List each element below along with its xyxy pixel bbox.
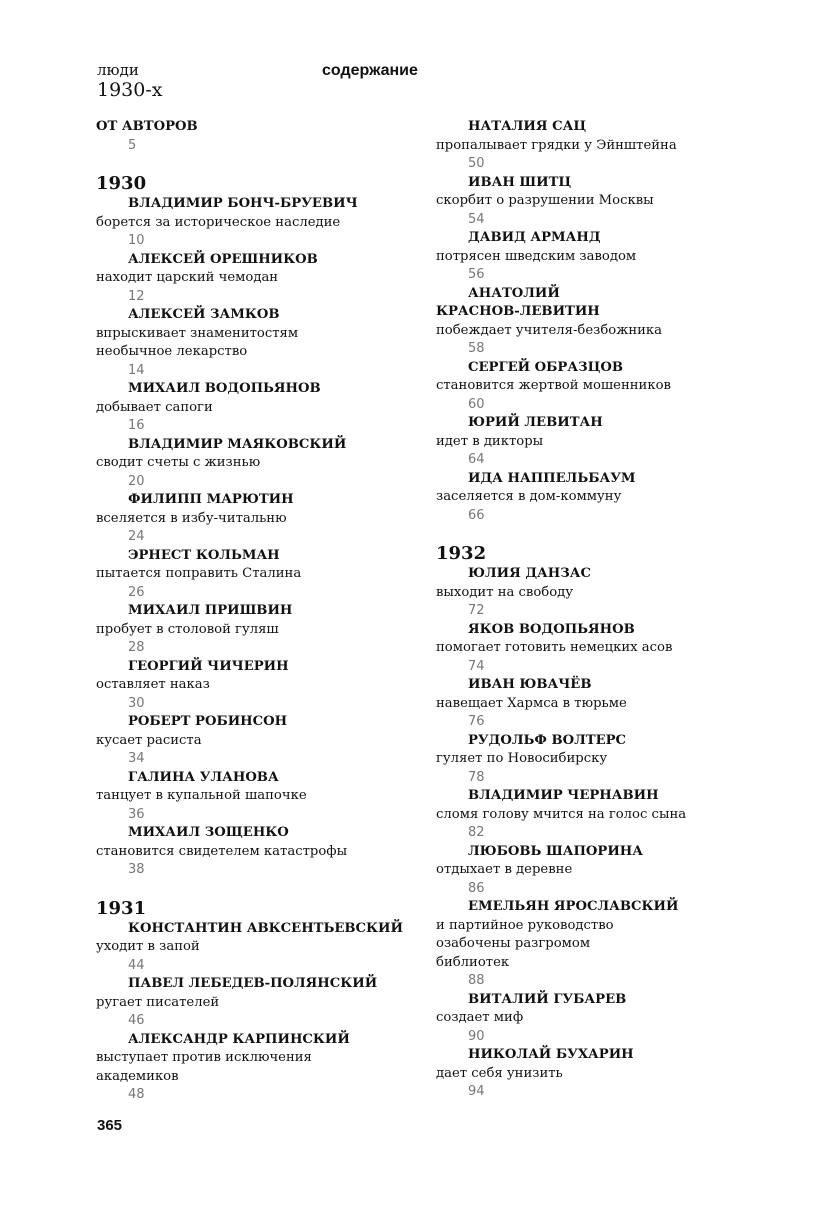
toc-entry[interactable] [436,621,736,677]
entry-author: ФИЛИПП МАРЮТИН [128,492,294,507]
toc-entry[interactable] [96,491,406,547]
entry-description: скорбит о разрушении Москвы [436,193,654,208]
page-number: 365 [97,1117,123,1134]
entry-page-number: 34 [128,751,145,766]
entry-author: ИДА НАППЕЛЬБАУМ [468,470,636,486]
entry-page-number: 50 [468,156,485,171]
toc-entry[interactable] [436,359,736,415]
entry-page-number: 58 [468,341,485,356]
entry-description: танцует в купальной шапочке [96,788,307,803]
entry-author: ВЛАДИМИР БОНЧ-БРУЕВИЧ [128,196,358,211]
entry-author: МИХАИЛ ЗОЩЕНКО [128,825,289,840]
entry-description: впрыскивает знаменитостям [96,325,299,341]
entry-page-number: 82 [468,825,485,840]
toc-column-left [96,118,406,1105]
entry-description: становится жертвой мошенников [436,378,671,393]
entry-description: навещает Хармса в тюрьме [436,695,627,711]
entry-page-number: 94 [468,1084,485,1099]
toc-entry[interactable] [96,975,406,1031]
entry-description: необычное лекарство [96,344,248,359]
entry-page-number: 86 [468,880,485,896]
toc-entry[interactable] [436,1046,736,1102]
entry-author: ЛЮБОВЬ ШАПОРИНА [468,843,643,859]
toc-entry[interactable] [436,414,736,470]
entry-author: ИВАН ЮВАЧЁВ [468,677,592,692]
entry-description: потрясен шведским заводом [436,248,637,264]
entry-page-number: 46 [128,1013,145,1028]
entry-page-number: 72 [468,603,485,618]
entry-author: ВИТАЛИЙ ГУБАРЕВ [468,991,627,1007]
toc-entry[interactable] [436,843,736,899]
entry-description: озабочены разгромом [436,936,591,951]
entry-page-number: 36 [128,806,145,822]
entry-page-number: 12 [128,288,145,304]
toc-entry[interactable] [436,174,736,230]
entry-description: и партийное руководство [436,917,614,933]
entry-author: РОБЕРТ РОБИНСОН [128,714,288,729]
toc-entry[interactable] [436,229,736,285]
entry-page-number: 60 [468,396,485,412]
entry-author: ЮЛИЯ ДАНЗАС [468,566,591,581]
entry-page-number: 26 [128,584,145,600]
entry-page-number: 88 [468,973,485,988]
toc-entry[interactable] [436,787,736,843]
entry-description: библиотек [436,954,510,970]
entry-author: НИКОЛАЙ БУХАРИН [468,1047,634,1062]
entry-description: ругает писателей [96,994,220,1010]
toc-entry[interactable] [96,769,406,825]
entry-description: отдыхает в деревне [436,862,573,877]
entry-page-number: 10 [128,233,145,248]
entry-author: АЛЕКСАНДР КАРПИНСКИЙ [128,1031,350,1047]
toc-entry[interactable] [96,195,406,251]
entry-author: ВЛАДИМИР ЧЕРНАВИН [468,788,659,803]
toc-entry[interactable] [436,676,736,732]
toc-entry[interactable] [96,602,406,658]
year-heading: 1932 [436,543,487,564]
entry-page-number: 14 [128,362,145,378]
entry-author: СЕРГЕЙ ОБРАЗЦОВ [468,359,623,375]
entry-page-number: 64 [468,452,485,467]
entry-page-number: 78 [468,769,485,785]
entry-author: ЮРИЙ ЛЕВИТАН [468,415,603,430]
entry-description: находит царский чемодан [96,270,279,285]
entry-author: КРАСНОВ-ЛЕВИТИН [436,304,600,319]
year-heading: 1931 [96,897,147,919]
entry-description: пытается поправить Сталина [96,566,302,581]
toc-entry[interactable] [436,285,736,359]
entry-page-number: 16 [128,418,145,433]
page-title: содержание [322,62,418,79]
entry-page-number: 20 [128,473,145,489]
entry-page-number: 5 [128,137,137,153]
entry-author: ЕМЕЛЬЯН ЯРОСЛАВСКИЙ [468,899,679,914]
entry-author: ДАВИД АРМАНД [468,230,601,245]
entry-description: сломя голову мчится на голос сына [436,806,687,822]
year-heading: 1930 [96,173,147,194]
toc-entry[interactable] [96,547,406,603]
entry-description: сводит счеты с жизнью [96,455,261,470]
toc-entry[interactable] [96,436,406,492]
era-label: 1930-х [97,79,163,101]
entry-author: ГЕОРГИЙ ЧИЧЕРИН [128,658,289,674]
entry-page-number: 28 [128,640,145,655]
entry-description: выходит на свободу [436,584,574,600]
entry-description: борется за историческое наследие [96,214,341,230]
entry-page-number: 56 [468,267,485,282]
entry-description: дает себя унизить [436,1065,563,1081]
toc-entry[interactable] [436,732,736,788]
running-head [97,62,163,100]
entry-description: уходит в запой [96,939,200,954]
entry-page-number: 54 [468,211,485,227]
entry-description: становится свидетелем катастрофы [96,843,348,859]
entry-author: ОТ АВТОРОВ [96,119,198,134]
toc-entry[interactable] [96,251,406,307]
toc-entry[interactable] [96,713,406,769]
entry-description: заселяется в дом-коммуну [436,489,622,504]
toc-entry[interactable] [436,898,736,991]
entry-description: побеждает учителя-безбожника [436,322,663,338]
entry-page-number: 90 [468,1028,485,1044]
entry-page-number: 48 [128,1087,145,1102]
entry-description: гуляет по Новосибирску [436,751,608,766]
entry-author: ЯКОВ ВОДОПЬЯНОВ [468,621,635,637]
entry-description: добывает сапоги [96,399,213,415]
section-label: люди [97,61,139,79]
entry-author: РУДОЛЬФ ВОЛТЕРС [468,732,627,748]
entry-description: пробует в столовой гуляш [96,621,279,637]
entry-author: КОНСТАНТИН АВКСЕНТЬЕВСКИЙ [128,920,403,936]
entry-description: академиков [96,1068,179,1084]
toc-entry[interactable] [436,470,736,526]
entry-description: вселяется в избу-читальню [96,510,287,526]
entry-page-number: 30 [128,695,145,711]
entry-author: ГАЛИНА УЛАНОВА [128,769,279,785]
toc-column-right [436,118,736,1102]
toc-entry[interactable] [96,824,406,880]
entry-author: ЭРНЕСТ КОЛЬМАН [128,547,280,563]
entry-description: создает миф [436,1010,524,1025]
toc-entry[interactable] [436,565,736,621]
entry-page-number: 44 [128,957,145,973]
entry-description: пропалывает грядки у Эйнштейна [436,137,677,153]
entry-author: ВЛАДИМИР МАЯКОВСКИЙ [128,436,347,452]
entry-page-number: 66 [468,507,485,523]
entry-author: АЛЕКСЕЙ ОРЕШНИКОВ [128,251,318,267]
entry-author: АНАТОЛИЙ [468,285,560,301]
entry-description: помогает готовить немецких асов [436,640,673,655]
toc-entry[interactable] [96,380,406,436]
entry-page-number: 74 [468,658,485,674]
entry-page-number: 38 [128,862,145,877]
entry-page-number: 24 [128,529,145,544]
entry-description: кусает расиста [96,732,202,748]
entry-author: НАТАЛИЯ САЦ [468,119,587,134]
toc-entry[interactable] [436,991,736,1047]
entry-description: оставляет наказ [96,677,210,692]
entry-description: выступает против исключения [96,1050,312,1065]
toc-entry[interactable] [96,920,406,976]
entry-description: идет в дикторы [436,433,544,449]
entry-author: МИХАИЛ ВОДОПЬЯНОВ [128,381,321,396]
entry-author: АЛЕКСЕЙ ЗАМКОВ [128,307,280,322]
entry-author: МИХАИЛ ПРИШВИН [128,603,293,618]
toc-entry[interactable] [96,658,406,714]
toc-entry[interactable] [96,1031,406,1105]
toc-entry[interactable] [436,118,736,174]
entry-page-number: 76 [468,714,485,729]
toc-entry[interactable] [96,306,406,380]
entry-author: ПАВЕЛ ЛЕБЕДЕВ-ПОЛЯНСКИЙ [128,976,378,991]
toc-entry[interactable] [96,118,406,155]
entry-author: ИВАН ШИТЦ [468,174,572,190]
